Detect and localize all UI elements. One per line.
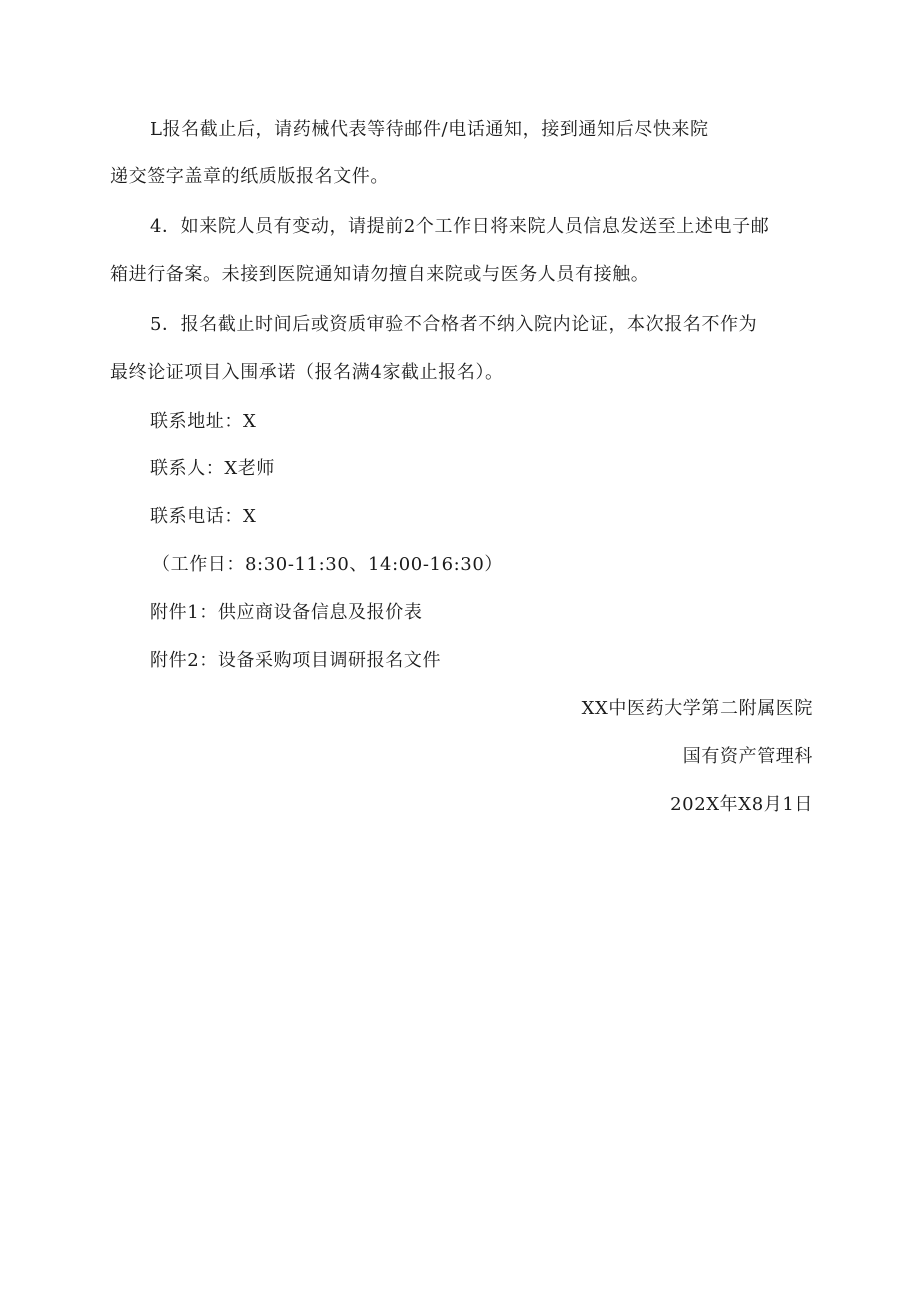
signature-department: 国有资产管理科 (682, 746, 813, 767)
paragraph-5-line-2: 最终论证项目入围承诺（报名满4家截止报名）。 (110, 362, 504, 383)
paragraph-1-line-1: L报名截止后，请药械代表等待邮件/电话通知，接到通知后尽快来院 (150, 119, 709, 140)
paragraph-5-line-1: 5．报名截止时间后或资质审验不合格者不纳入院内论证，本次报名不作为 (150, 314, 758, 335)
paragraph-4-line-2: 箱进行备案。未接到医院通知请勿擅自来院或与医务人员有接触。 (110, 264, 650, 285)
contact-phone: 联系电话：X (150, 506, 257, 527)
attachment-2: 附件2：设备采购项目调研报名文件 (150, 650, 442, 671)
contact-person: 联系人：X老师 (150, 458, 276, 479)
paragraph-4-line-1: 4．如来院人员有变动，请提前2个工作日将来院人员信息发送至上述电子邮 (150, 216, 770, 237)
working-hours: （工作日：8:30-11:30、14:00-16:30） (152, 554, 504, 575)
signature-organization: XX中医药大学第二附属医院 (581, 698, 813, 719)
signature-date: 202X年X8月1日 (670, 794, 813, 815)
attachment-1: 附件1：供应商设备信息及报价表 (150, 602, 423, 623)
paragraph-1-line-2: 递交签字盖章的纸质版报名文件。 (110, 166, 389, 187)
contact-address: 联系地址：X (150, 411, 257, 432)
